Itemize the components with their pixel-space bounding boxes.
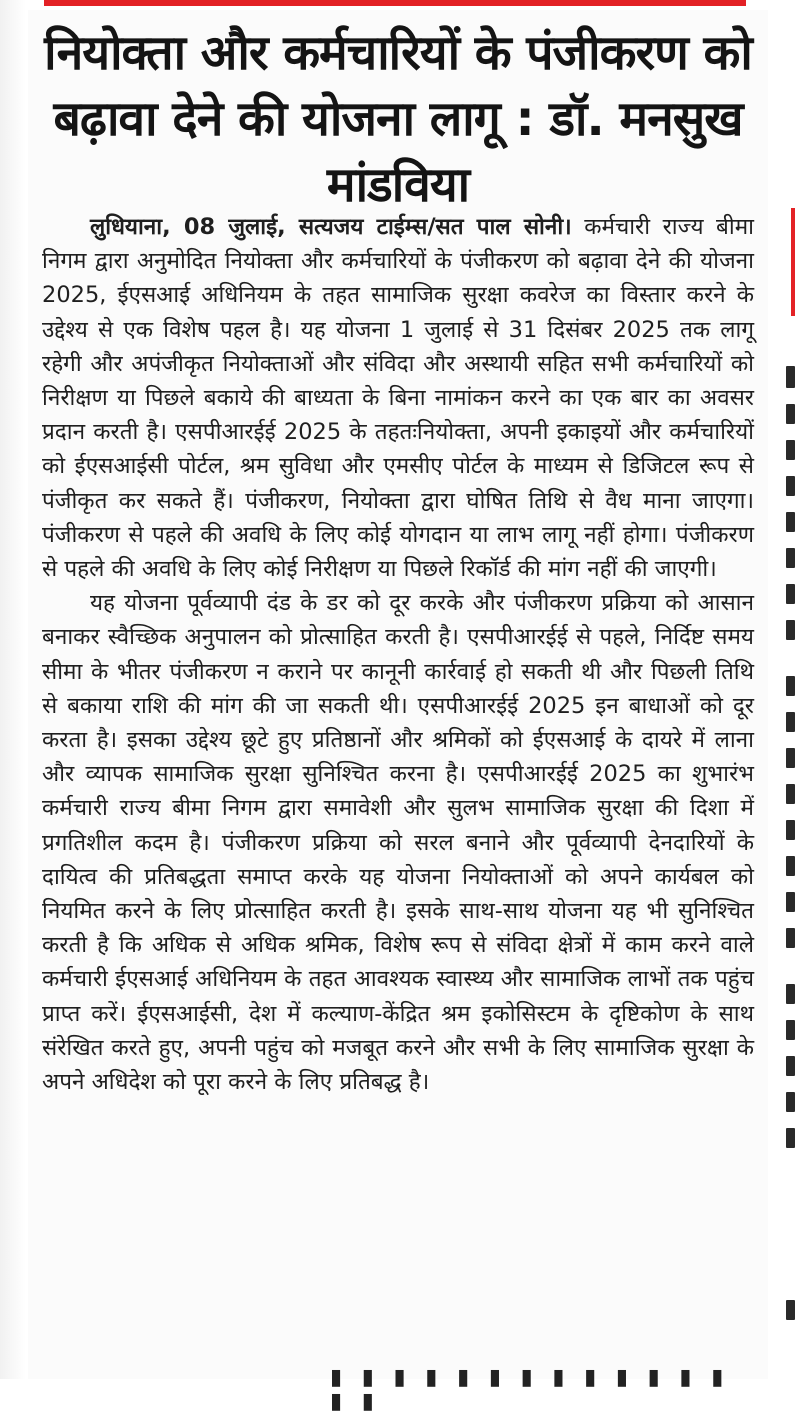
paragraph-1-text: कर्मचारी राज्य बीमा निगम द्वारा अनुमोदित नियोक्ता और कर्मचारियों के पंजीकरण को बढ़ावा देने की योजना 2025, ईएसआई अधिनियम के तहत सामाजिक सुरक्षा कवरेज का विस्तार करने के उद्देश्य से एक विशेष पहल है। यह योजना 1 जुलाई से 31 दिसंबर 2025 तक लागू रहेगी और अपंजीकृत नियोक्ताओं और संविदा और अस्थायी सहित सभी कर्मचारियों को निरीक्षण या पिछले बकाये की बाध्यता के बिना नामांकन करने का एक बार का अवसर प्रदान करती है। एसपीआरईई 2025 के तहतःनियोक्ता, अपनी इकाइयों और कर्मचारियों को ईएसआईसी पोर्टल, श्रम सुविधा और एमसीए पोर्टल के माध्यम से डिजिटल रूप से पंजीकृत कर सकते हैं। पंजीकरण, नियोक्ता द्वारा घोषित तिथि से वैध माना जाएगा। पंजीकरण से पहले की अवधि के लिए कोई योगदान या लाभ लागू नहीं होगा। पंजीकरण से पहले की अवधि के लिए कोई निरीक्षण या पिछले रिकॉर्ड की मांग नहीं की जाएगी। [42, 214, 754, 583]
adjacent-text-fragment [786, 440, 795, 460]
adjacent-text-fragment [786, 1128, 795, 1148]
adjacent-red-rule [791, 208, 795, 316]
adjacent-text-fragment [786, 892, 795, 912]
dateline: लुधियाना, 08 जुलाई, सत्यजय टाईम्स/सत पाल सोनी। [90, 214, 572, 240]
next-article-fragment: ▮ ▮ ▮ ▮ ▮ ▮ ▮ ▮ ▮ ▮ ▮ ▮ ▮ ▮ ▮ [330, 1365, 730, 1414]
article-body [42, 210, 754, 1099]
page-edge-shade [0, 0, 26, 1379]
paragraph-2: यह योजना पूर्वव्यापी दंड के डर को दूर करके और पंजीकरण प्रक्रिया को आसान बनाकर स्वैच्छिक अनुपालन को प्रोत्साहित करती है। एसपीआरईई से पहले, निर्दिष्ट समय सीमा के भीतर पंजीकरण न कराने पर कानूनी कार्रवाई हो सकती थी और पिछली तिथि से बकाया राशि की मांग की जा सकती थी। एसपीआरईई 2025 इन बाधाओं को दूर करता है। इसका उद्देश्य छूटे हुए प्रतिष्ठानों और श्रमिकों को ईएसआई के दायरे में लाना और व्यापक सामाजिक सुरक्षा सुनिश्चित करना है। एसपीआरईई 2025 का शुभारंभ कर्मचारी राज्य बीमा निगम द्वारा समावेशी और सुलभ सामाजिक सुरक्षा की दिशा में प्रगतिशील कदम है। पंजीकरण प्रक्रिया को सरल बनाने और पूर्वव्यापी देनदारियों के दायित्व की प्रतिबद्धता समाप्त करके यह योजना नियोक्ताओं को अपने कार्यबल को नियमित करने के लिए प्रोत्साहित करती है। इसके साथ-साथ योजना यह भी सुनिश्चित करती है कि अधिक से अधिक श्रमिक, विशेष रूप से संविदा क्षेत्रों में काम करने वाले कर्मचारी ईएसआई अधिनियम के तहत आवश्यक स्वास्थ्य और सामाजिक लाभों तक पहुंच प्राप्त करें। ईएसआईसी, देश में कल्याण-केंद्रित श्रम इकोसिस्टम के दृष्टिकोण के साथ संरेखित करते हुए, अपनी पहुंच को मजबूत करने और सभी के लिए सामाजिक सुरक्षा के अपने अधिदेश को पूरा करने के लिए प्रतिबद्ध है। [42, 590, 754, 1096]
article-column [28, 10, 768, 1414]
adjacent-text-fragment [786, 712, 795, 732]
adjacent-text-fragment [786, 748, 795, 768]
adjacent-text-fragment [786, 512, 795, 532]
adjacent-text-fragment [786, 366, 795, 388]
adjacent-text-fragment [786, 1092, 795, 1112]
adjacent-text-fragment [786, 856, 795, 876]
adjacent-text-fragment [786, 1300, 795, 1320]
paragraph-1 [42, 210, 754, 586]
adjacent-column-fragment [776, 0, 795, 1379]
adjacent-text-fragment [786, 984, 795, 1004]
headline: नियोक्ता और कर्मचारियों के पंजीकरण को बढ़ावा देने की योजना लागू : डॉ. मनसुख मांडविया [44, 25, 752, 213]
adjacent-text-fragment [786, 548, 795, 568]
adjacent-text-fragment [786, 584, 795, 604]
adjacent-text-fragment [786, 1056, 795, 1076]
adjacent-text-fragment [786, 1020, 795, 1040]
top-red-rule [44, 0, 746, 6]
adjacent-text-fragment [786, 404, 795, 424]
adjacent-text-fragment [786, 784, 795, 804]
adjacent-text-fragment [786, 676, 795, 696]
adjacent-text-fragment [786, 820, 795, 840]
adjacent-text-fragment [786, 620, 795, 640]
adjacent-text-fragment [786, 928, 795, 948]
adjacent-text-fragment [786, 476, 795, 496]
